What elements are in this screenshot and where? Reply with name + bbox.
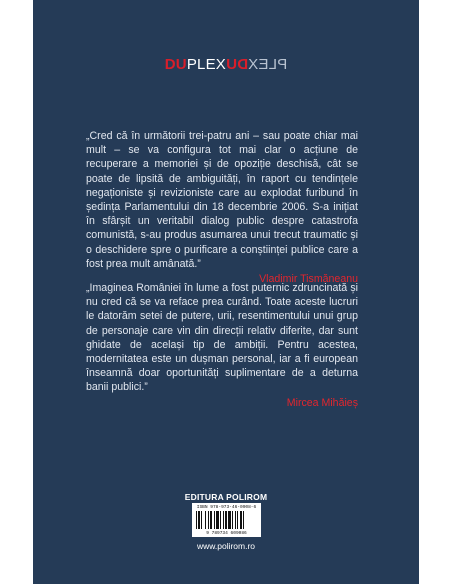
barcode [192,503,261,537]
logo-plex: PLEX [186,56,226,73]
logo-du-mirrored: DU [226,56,249,73]
publisher-name: EDITURA POLIROM [184,492,268,502]
logo-du: DU [164,56,187,73]
publisher-website: www.polirom.ro [196,541,256,551]
quote-text: „Imaginea României în lume a fost puternic zdruncinată și nu cred că se va reface prea curând. Toate aceste lucruri le datorăm setei de putere, urii, resentimentului unui grup de personaje care vin din direcții relativ diferite, dar sunt ghidate de același tip de ambiții. Pentru acestea, modernitatea este un dușman personal, iar a fi european înseamnă doar oportunități suplimentare de a deturna banii publici.” [86,282,358,394]
quote-author: Mircea Mihăieș [286,396,358,409]
barcode-digits: 9 789734 609086 [206,531,247,536]
logo-mirrored-part [226,56,287,73]
series-logo [33,56,419,73]
quote-text: „Cred că în următorii trei-patru ani – sau poate chiar mai mult – se va configura tot mai clar o acțiune de recuperare a memoriei și de opoziție deschisă, cât se poate de lipsită de ambiguități, în raport cu tendințele negaționiste și revizioniste care au explodat furibund în ședința Parlamentului din 18 decembrie 2006. S-a inițiat în sfârșit un veritabil dialog public despre catastrofa comunistă, s-au produs asumarea unui trecut traumatic și o deschidere spre o purificare a conștiinței publice care a fost prea mult amânată.” [86,130,358,270]
quote-block [86,129,358,286]
quote-author: Vladimir Tismăneanu [259,273,358,286]
isbn-number: ISBN 978-973-46-0908-6 [196,505,257,510]
quote-block [86,281,358,410]
logo-plex-mirrored: PLEX [248,56,288,73]
barcode-bars [196,511,257,529]
book-back-cover [33,0,419,584]
